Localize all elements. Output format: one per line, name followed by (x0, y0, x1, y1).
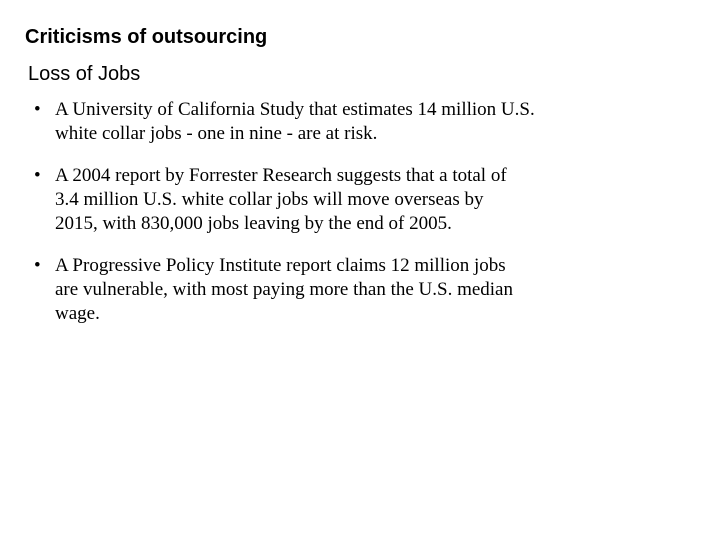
bullet-item (0, 164, 720, 236)
bullet-line: wage. (55, 303, 100, 324)
bullet-text (55, 98, 615, 146)
bullet-item (0, 98, 720, 146)
bullet-line: 3.4 million U.S. white collar jobs will move overseas by (55, 189, 484, 210)
bullet-text (55, 164, 615, 236)
bullet-dot-icon: • (34, 255, 41, 276)
bullet-line: A Progressive Policy Institute report claims 12 million jobs (55, 255, 506, 276)
bullet-dot-icon: • (34, 165, 41, 186)
slide-title: Criticisms of outsourcing (25, 26, 268, 48)
bullet-line: A 2004 report by Forrester Research suggests that a total of (55, 165, 507, 186)
bullet-item (0, 254, 720, 326)
bullet-line: 2015, with 830,000 jobs leaving by the end of 2005. (55, 213, 452, 234)
bullet-line: white collar jobs - one in nine - are at risk. (55, 123, 378, 144)
bullet-dot-icon: • (34, 99, 41, 120)
bullet-line: are vulnerable, with most paying more than the U.S. median (55, 279, 513, 300)
slide-subtitle: Loss of Jobs (28, 63, 141, 85)
bullet-line: A University of California Study that estimates 14 million U.S. (55, 99, 535, 120)
bullet-list (0, 98, 720, 344)
bullet-text (55, 254, 615, 326)
